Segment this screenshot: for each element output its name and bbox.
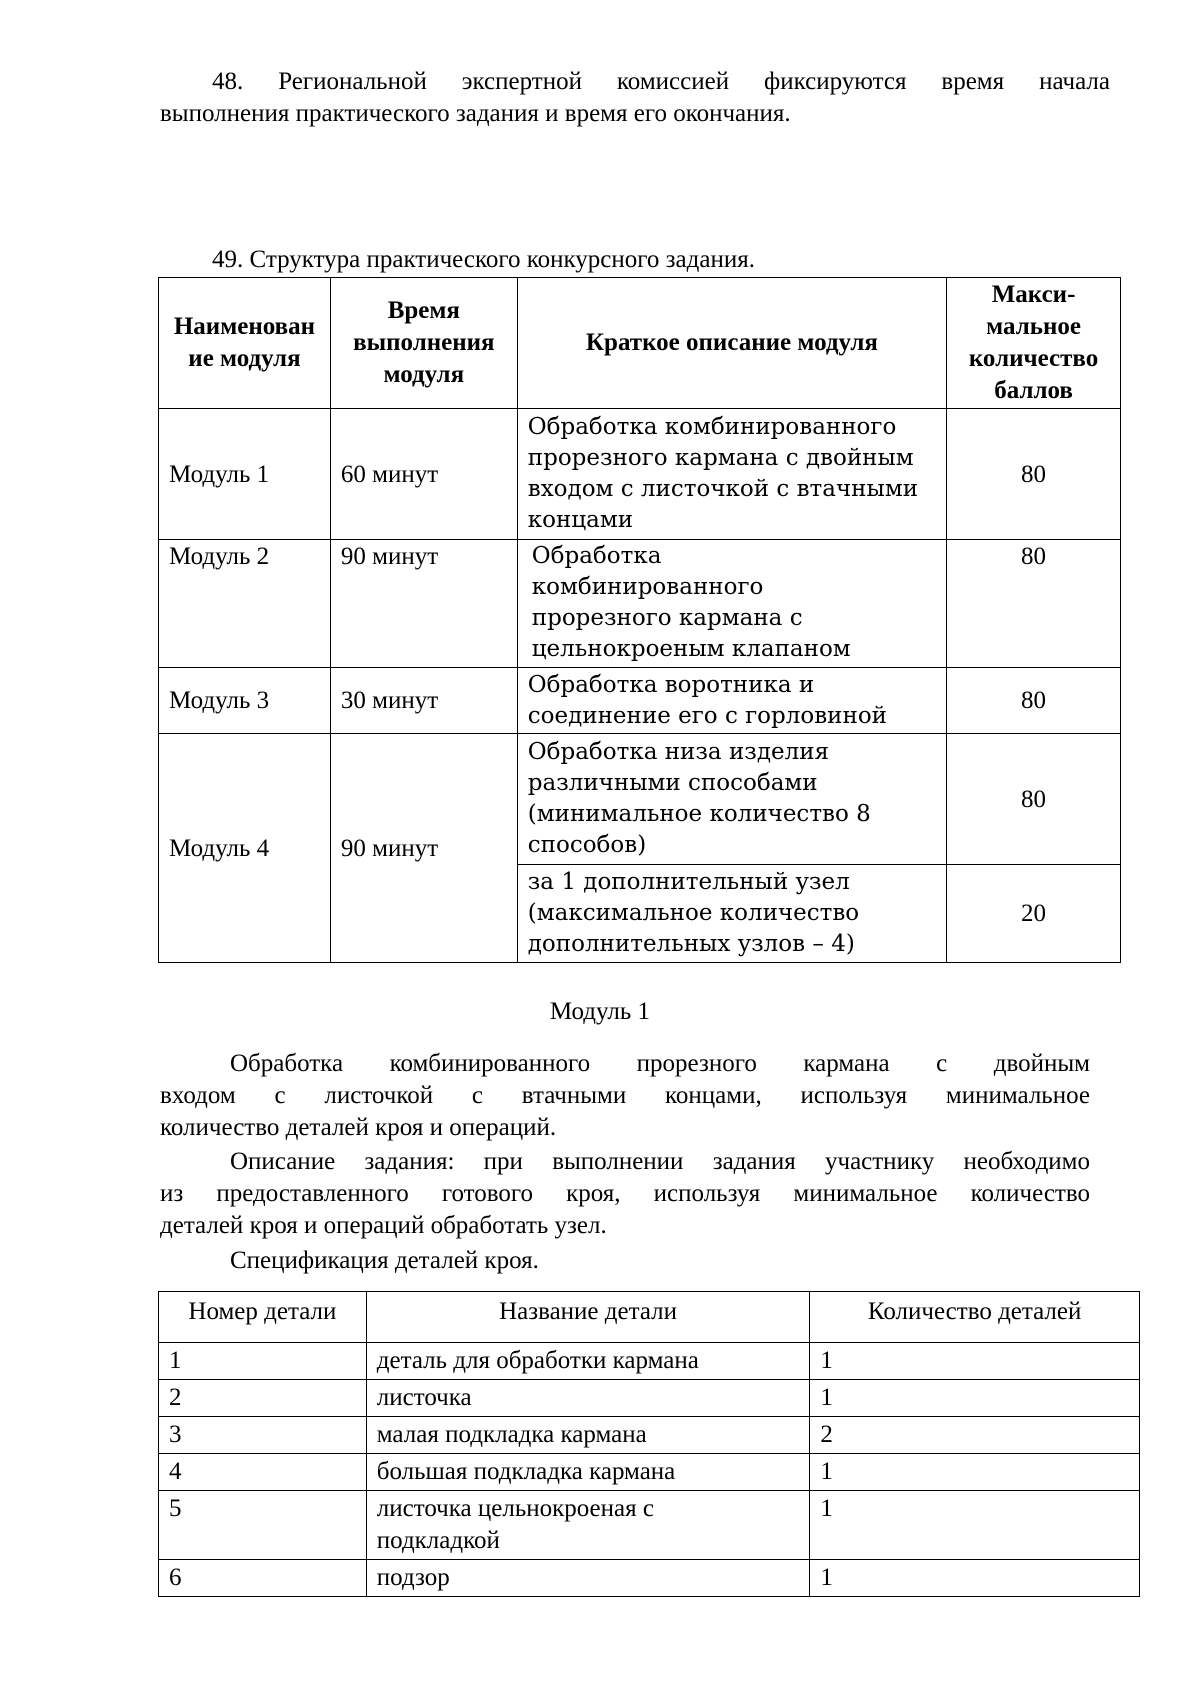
item-49-caption [160,244,1110,276]
header-description: Краткое описание модуля [517,278,946,409]
module-points: 80 [947,668,1121,734]
header-points-line: количество [968,345,1099,372]
module-1-title: Модуль 1 [549,998,651,1025]
table-row [159,1491,1140,1560]
description-line: Обработка воротника и [527,671,815,698]
module-points: 20 [947,865,1121,963]
intro-line [160,1048,1090,1080]
description-line: способов) [527,832,647,858]
description-line: прорезного кармана с [531,605,803,631]
table-row [159,1343,1140,1380]
description-line: (минимальное количество 8 [527,801,871,827]
table-row [159,668,1121,734]
module-time: 60 минут [330,409,517,540]
part-name: листочка [366,1380,810,1417]
description-line: соединение его с горловиной [527,702,887,729]
description-line: за 1 дополнительный узел [527,869,850,895]
spec-table [158,1291,1140,1597]
description-line: Обработка [531,543,662,569]
part-name: малая подкладка кармана [366,1417,810,1454]
task-line-text: Описание задания: при выполнении задания участнику необходимо [230,1148,1090,1175]
description-line: (максимальное количество [527,900,860,926]
spec-caption [160,1245,1110,1277]
part-name: большая подкладка кармана [366,1454,810,1491]
part-qty: 2 [810,1417,1140,1454]
part-qty: 1 [810,1491,1140,1560]
module-time: 90 минут [330,540,517,668]
module-time: 90 минут [330,734,517,963]
part-qty: 1 [810,1380,1140,1417]
part-number: 2 [159,1380,367,1417]
description-line: различными способами [527,770,818,796]
description-line: Обработка комбинированного [527,414,897,440]
header-points-line: Макси- [991,281,1076,308]
spec-caption-text: Спецификация деталей кроя. [230,1247,539,1274]
description-line: дополнительных узлов – 4) [527,931,855,957]
description-line: Обработка низа изделия [527,739,830,765]
part-number: 3 [159,1417,367,1454]
table-row [159,1380,1140,1417]
part-number: 1 [159,1343,367,1380]
header-module-name-line: ие модуля [188,345,301,372]
header-part-qty: Количество деталей [810,1292,1140,1343]
module-1-intro [160,1048,1090,1144]
table-row [159,409,1121,540]
part-name [366,1491,810,1560]
task-description [160,1146,1090,1242]
table-row [159,734,1121,865]
task-line: из предоставленного готового кроя, используя минимальное количество [160,1180,1090,1207]
header-part-number: Номер детали [159,1292,367,1343]
header-time-line: Время [387,297,460,324]
description-line: комбинированного [531,574,764,600]
description-line: прорезного кармана с двойным [527,445,914,471]
header-time-line: модуля [383,361,465,388]
module-description [517,668,946,734]
part-qty: 1 [810,1560,1140,1597]
table-row [159,1454,1140,1491]
part-name: подзор [366,1560,810,1597]
module-points: 80 [947,540,1121,668]
spec-table-header [159,1292,1140,1343]
item-48-line1: Региональной экспертной комиссией фиксируются время начала [278,68,1110,95]
part-qty: 1 [810,1343,1140,1380]
header-module-name [159,278,331,409]
structure-table [158,277,1121,963]
part-number: 4 [159,1454,367,1491]
module-name: Модуль 1 [159,409,331,540]
module-name: Модуль 2 [159,540,331,668]
module-description [517,540,946,668]
module-points: 80 [947,409,1121,540]
module-time: 30 минут [330,668,517,734]
structure-table-header [159,278,1121,409]
module-name: Модуль 4 [159,734,331,963]
intro-line: количество деталей кроя и операций. [160,1114,557,1141]
module-name: Модуль 3 [159,668,331,734]
description-line: входом с листочкой с втачными [527,476,919,502]
task-line [160,1146,1090,1178]
header-points-line: мальное [986,313,1081,340]
header-time [330,278,517,409]
module-points: 80 [947,734,1121,865]
header-part-name: Название детали [366,1292,810,1343]
part-name-line: листочка цельнокроеная с [376,1495,654,1522]
header-points [947,278,1121,409]
part-qty: 1 [810,1454,1140,1491]
item-48 [160,66,1110,130]
task-line: деталей кроя и операций обработать узел. [160,1212,607,1239]
part-number: 6 [159,1560,367,1597]
part-number: 5 [159,1491,367,1560]
item-48-line2: выполнения практического задания и время его окончания. [160,100,791,127]
module-description [517,865,946,963]
table-row [159,540,1121,668]
module-description [517,734,946,865]
item-49-text: 49. Структура практического конкурсного задания. [212,246,755,273]
intro-line-text: Обработка комбинированного прорезного кармана с двойным [230,1050,1090,1077]
table-row [159,1417,1140,1454]
part-name-line: подкладкой [376,1527,500,1554]
header-points-line: баллов [994,377,1073,404]
description-line: цельнокроеным клапаном [531,636,851,662]
module-description [517,409,946,540]
table-row [159,1560,1140,1597]
description-line: концами [527,507,634,533]
header-time-line: выполнения [353,329,495,356]
item-48-number: 48. [212,68,244,95]
intro-line: входом с листочкой с втачными концами, используя минимальное [160,1082,1090,1109]
header-module-name-line: Наименован [173,313,316,340]
part-name: деталь для обработки кармана [366,1343,810,1380]
